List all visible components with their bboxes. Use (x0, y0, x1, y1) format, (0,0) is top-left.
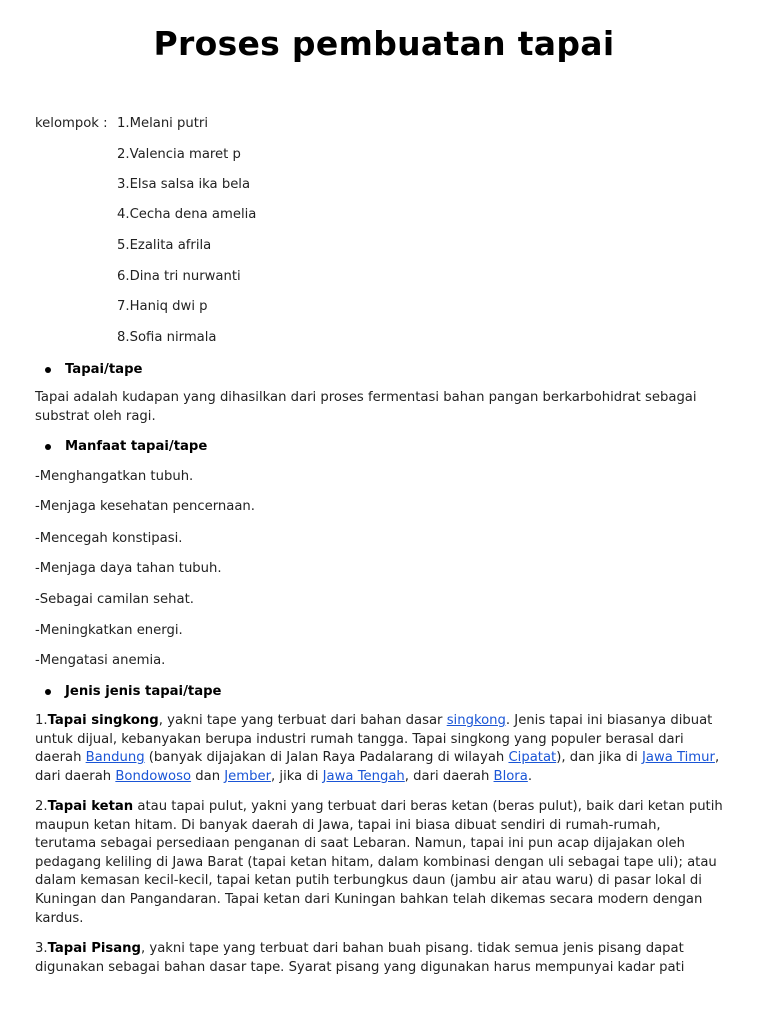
link-bandung[interactable]: Bandung (85, 750, 145, 766)
bullet-dot-icon (45, 444, 51, 450)
para-text: . Jenis tapai ini biasanya dibuat untuk dijual, kebanyakan berupa industri rumah tangga. Tapai singkong yang populer berasal dari daerah (35, 713, 713, 766)
link-jawa-tengah[interactable]: Jawa Tengah (322, 768, 405, 784)
link-jawa-timur[interactable]: Jawa Timur (641, 750, 715, 766)
member-item: 5.Ezalita afrila (117, 238, 212, 253)
benefit-item: -Menjaga kesehatan pencernaan. (35, 499, 255, 514)
type-paragraph-ketan (35, 798, 725, 928)
page-title: Proses pembuatan tapai (153, 24, 615, 63)
section-heading-benefits: Manfaat tapai/tape (65, 439, 208, 454)
link-singkong[interactable]: singkong (446, 713, 506, 728)
para-text: . (527, 768, 533, 784)
para-text: ), dan jika di (556, 750, 642, 766)
benefit-item: -Meningkatkan energi. (35, 623, 183, 638)
group-label: kelompok : (35, 116, 108, 131)
member-item: 7.Haniq dwi p (117, 299, 208, 314)
type-name: Tapai ketan (47, 799, 134, 814)
member-item: 1.Melani putri (117, 116, 209, 131)
link-cipatat[interactable]: Cipatat (508, 750, 557, 766)
para-text: atau tapai pulut, yakni yang terbuat dari beras ketan (beras pulut), baik dari ketan putih maupun ketan hitam. Di banyak daerah di Jawa, tapai ini biasa dibuat sendiri di rumah-rumah, terutama sebagai persediaan penganan di saat Lebaran. Namun, tapai ini pun acap dijajakan oleh pedagang keliling di Jawa Barat (tapai ketan hitam, dalam kombinasi dengan uli sebagai tape uli); atau dalam kemasan kecil-kecil, tapai ketan putih terbungkus daun (jambu air atau waru) di pasar lokal di Kuningan dan Pangandaran. Tapai ketan dari Kuningan bahkan telah dikemas secara modern dengan kardus. (35, 799, 723, 926)
benefit-item: -Menghangatkan tubuh. (35, 469, 194, 484)
member-item: 2.Valencia maret p (117, 147, 241, 162)
para-text: , dari daerah (404, 768, 494, 784)
bullet-dot-icon (45, 689, 51, 695)
para-text: , jika di (271, 768, 323, 784)
benefit-item: -Menjaga daya tahan tubuh. (35, 561, 222, 576)
para-text: , yakni tape yang terbuat dari bahan buah pisang. tidak semua jenis pisang dapat digunakan sebagai bahan dasar tape. Syarat pisang yang digunakan harus mempunyai kadar pati (35, 941, 685, 975)
bullet-dot-icon (45, 367, 51, 373)
member-item: 6.Dina tri nurwanti (117, 269, 241, 284)
para-text: dan (191, 768, 225, 784)
para-text: , dari daerah (35, 750, 720, 784)
section-heading-tapai: Tapai/tape (65, 362, 143, 377)
type-number: 2. (35, 799, 48, 814)
type-name: Tapai singkong (47, 713, 159, 728)
benefit-item: -Mengatasi anemia. (35, 653, 166, 668)
section-heading-types: Jenis jenis tapai/tape (65, 684, 222, 699)
benefit-item: -Sebagai camilan sehat. (35, 592, 194, 607)
benefit-item: -Mencegah konstipasi. (35, 531, 183, 546)
tapai-definition: Tapai adalah kudapan yang dihasilkan dari proses fermentasi bahan pangan berkarbohidrat sebagai substrat oleh ragi. (35, 390, 697, 424)
member-item: 8.Sofia nirmala (117, 330, 217, 345)
para-text: (banyak dijajakan di Jalan Raya Padalarang di wilayah (144, 750, 509, 766)
member-item: 4.Cecha dena amelia (117, 207, 257, 222)
type-number: 1. (35, 713, 48, 728)
para-text: , yakni tape yang terbuat dari bahan dasar (158, 713, 447, 728)
member-item: 3.Elsa salsa ika bela (117, 177, 251, 192)
link-jember[interactable]: Jember (224, 768, 272, 784)
link-blora[interactable]: Blora (493, 768, 528, 784)
type-paragraph-singkong (35, 712, 725, 786)
type-name: Tapai Pisang (47, 941, 141, 956)
type-paragraph-pisang (35, 940, 725, 977)
type-number: 3. (35, 941, 48, 956)
link-bondowoso[interactable]: Bondowoso (115, 768, 192, 784)
